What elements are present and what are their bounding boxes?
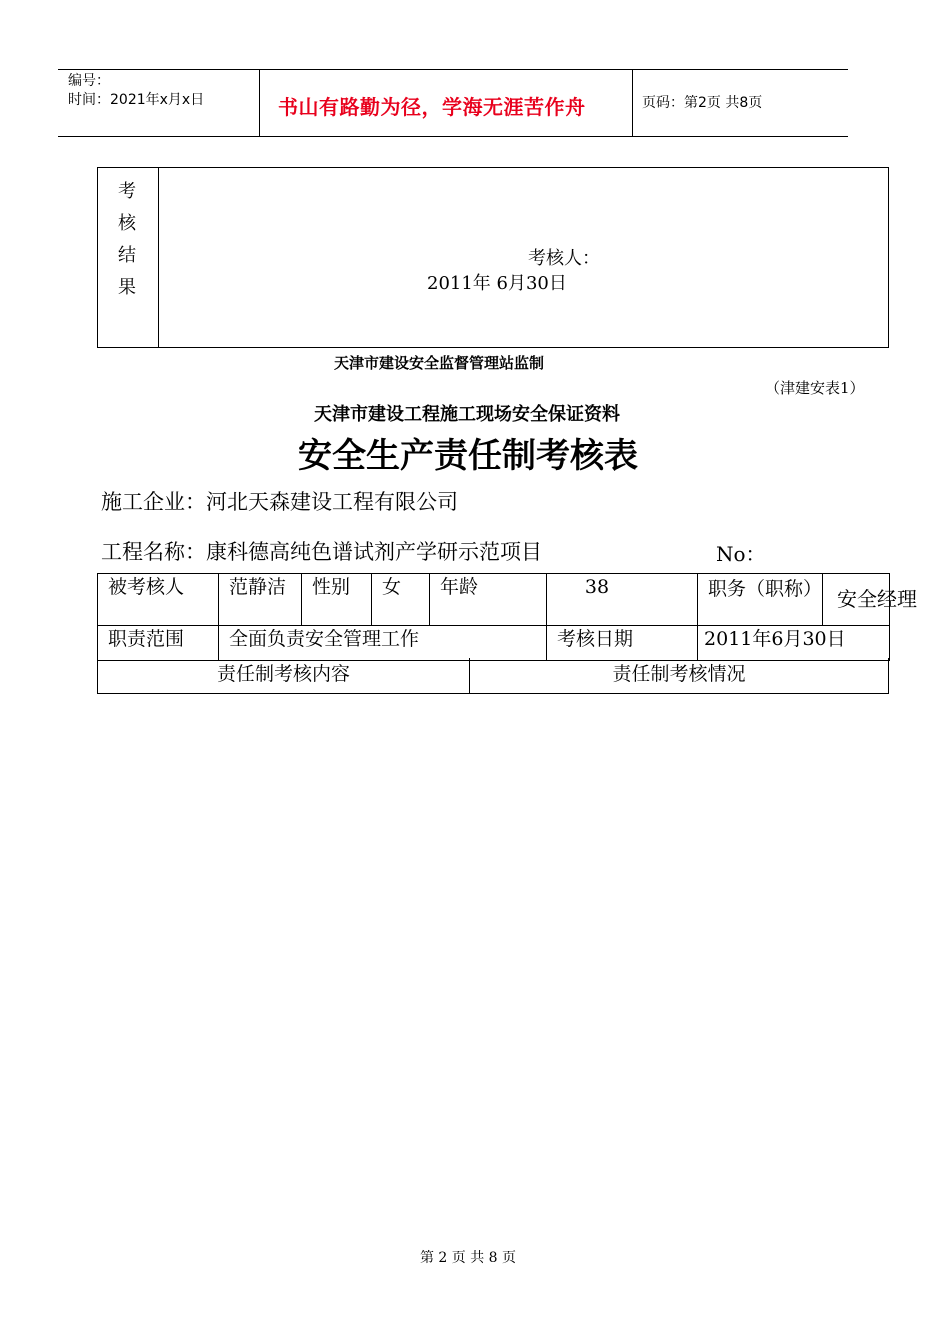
result-label-char: 果 bbox=[118, 277, 136, 298]
number-label: No： bbox=[716, 542, 766, 566]
gender-label: 性别 bbox=[302, 574, 372, 626]
header-divider-right bbox=[632, 69, 633, 136]
page-subtitle: 天津市建设工程施工现场安全保证资料 bbox=[314, 404, 620, 425]
table-row bbox=[98, 574, 890, 626]
assess-date-label-cell bbox=[547, 626, 698, 661]
content-header-row bbox=[97, 658, 889, 694]
company-line: 施工企业：河北天森建设工程有限公司 bbox=[101, 490, 458, 514]
age-label: 年龄 bbox=[430, 574, 547, 626]
result-label-char: 核 bbox=[118, 213, 136, 234]
age-value: 38 bbox=[547, 574, 698, 626]
header-divider-left bbox=[259, 69, 260, 136]
header-time-label: 时间：2021年x月x日 bbox=[68, 92, 205, 108]
result-label-char: 考 bbox=[118, 181, 136, 202]
header-code-label: 编号： bbox=[68, 73, 110, 89]
result-box bbox=[97, 167, 889, 348]
position-value: 安全经理 bbox=[837, 587, 918, 611]
assess-date-value: 2011年6月30日 bbox=[698, 626, 890, 661]
supervision-line: 天津市建设安全监督管理站监制 bbox=[334, 354, 545, 372]
result-box-divider bbox=[158, 167, 159, 348]
table-row bbox=[98, 626, 890, 661]
page-footer: 第 2 页 共 8 页 bbox=[419, 1250, 517, 1266]
result-label-char: 结 bbox=[118, 245, 136, 266]
form-code: （津建安表1） bbox=[765, 379, 865, 397]
examinee-value: 范静洁 bbox=[219, 574, 302, 626]
project-line: 工程名称：康科德高纯色谱试剂产学研示范项目 bbox=[101, 540, 542, 564]
header-page-label: 页码：第2页 共8页 bbox=[642, 95, 763, 111]
header-bottom-rule bbox=[58, 136, 848, 137]
assess-date-label: 考核日期 bbox=[557, 628, 634, 650]
examiner-label: 考核人： bbox=[528, 248, 600, 269]
assessment-table bbox=[97, 573, 918, 661]
position-label-text: 职务（职称） bbox=[698, 574, 823, 625]
scope-label: 职责范围 bbox=[98, 626, 219, 661]
content-header: 责任制考核内容 bbox=[216, 663, 350, 685]
result-label bbox=[117, 176, 137, 304]
page-title: 安全生产责任制考核表 bbox=[298, 436, 638, 476]
header-top-rule bbox=[58, 69, 848, 70]
scope-value: 全面负责安全管理工作 bbox=[219, 626, 547, 661]
gender-value: 女 bbox=[372, 574, 430, 626]
result-date: 2011年 6月30日 bbox=[427, 273, 567, 294]
position-cell bbox=[698, 574, 918, 626]
header-motto: 书山有路勤为径，学海无涯苦作舟 bbox=[278, 95, 586, 119]
examinee-label: 被考核人 bbox=[98, 574, 219, 626]
status-header: 责任制考核情况 bbox=[612, 663, 746, 685]
